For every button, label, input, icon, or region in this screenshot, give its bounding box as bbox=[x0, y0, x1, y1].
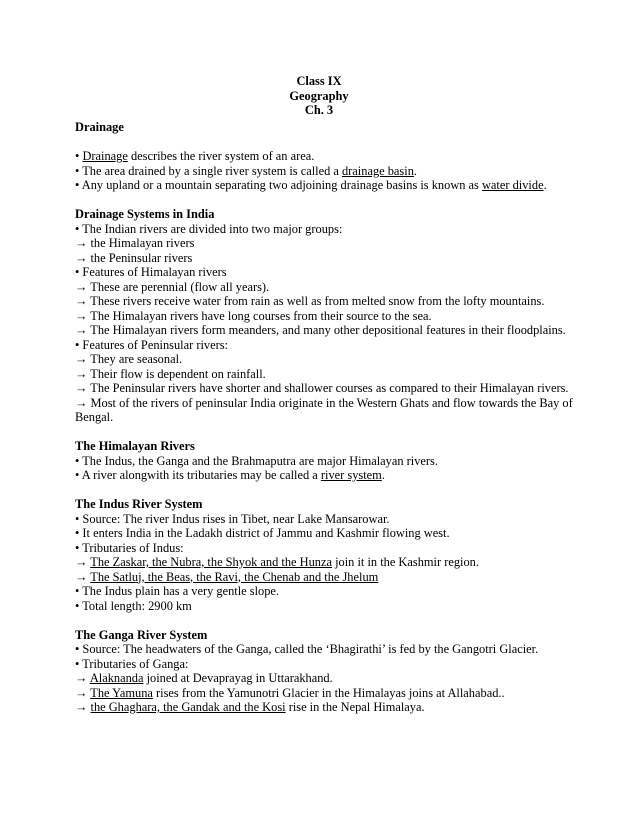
list-item: → These rivers receive water from rain as well as from melted snow from the lofty mountains. bbox=[75, 294, 545, 308]
list-item: • Features of Himalayan rivers bbox=[75, 265, 227, 279]
chapter-label: Ch. 3 bbox=[304, 103, 334, 117]
term-drainage-basin: drainage basin bbox=[341, 163, 414, 178]
term-ghaghara-gandak-kosi: the Ghaghara, the Gandak and the Kosi bbox=[90, 700, 286, 714]
list-item: • Source: The river Indus rises in Tibet, near Lake Mansarowar. bbox=[75, 511, 390, 526]
list-item: • A river alongwith its tributaries may be called a river system. bbox=[75, 468, 385, 482]
list-item: • The Indian rivers are divided into two major groups: bbox=[75, 221, 343, 236]
list-item: → The Zaskar, the Nubra, the Shyok and the Hunza join it in the Kashmir region. bbox=[75, 555, 479, 569]
list-item: • Features of Peninsular rivers: bbox=[75, 337, 228, 352]
list-item: • Tributaries of Ganga: bbox=[75, 656, 189, 671]
section-title-himalayan-rivers: The Himalayan Rivers bbox=[75, 439, 195, 453]
section-title-drainage-systems: Drainage Systems in India bbox=[75, 207, 215, 221]
class-label: Class IX bbox=[296, 74, 342, 88]
list-item: → the Peninsular rivers bbox=[75, 250, 193, 265]
list-item: • The Indus plain has a very gentle slope. bbox=[75, 584, 280, 598]
document-body bbox=[75, 120, 575, 715]
list-item: • Drainage describes the river system of an area. bbox=[75, 149, 315, 163]
list-item: → These are perennial (flow all years). bbox=[75, 279, 270, 294]
list-item: → The Peninsular rivers have shorter and shallower courses as compared to their Himalayan rivers. bbox=[75, 381, 569, 395]
term-river-system: river system bbox=[320, 468, 382, 482]
term-indus-tributaries-2: The Satluj, the Beas, the Ravi, the Chenab and the Jhelum bbox=[90, 569, 379, 584]
term-alaknanda: Alaknanda bbox=[89, 671, 144, 685]
section-title-drainage: Drainage bbox=[75, 120, 124, 134]
list-item: → They are seasonal. bbox=[75, 352, 183, 366]
list-item: → The Himalayan rivers form meanders, and many other depositional features in their floodplains. bbox=[75, 323, 566, 337]
list-item: • The area drained by a single river system is called a drainage basin. bbox=[75, 163, 417, 178]
document-header bbox=[0, 74, 638, 118]
section-title-indus: The Indus River System bbox=[75, 497, 203, 511]
term-drainage: Drainage bbox=[82, 149, 128, 163]
list-item: • It enters India in the Ladakh district of Jammu and Kashmir flowing west. bbox=[75, 526, 450, 540]
list-item: → The Himalayan rivers have long courses from their source to the sea. bbox=[75, 308, 432, 323]
term-water-divide: water divide bbox=[481, 178, 544, 192]
list-item: • Source: The headwaters of the Ganga, called the ‘Bhagirathi’ is fed by the Gangotri Glacier. bbox=[75, 642, 539, 656]
list-item: → Their flow is dependent on rainfall. bbox=[75, 366, 266, 381]
list-item: → Most of the rivers of peninsular India originate in the Western Ghats and flow towards the Bay of Bengal. bbox=[75, 395, 573, 424]
list-item: • The Indus, the Ganga and the Brahmaputra are major Himalayan rivers. bbox=[75, 453, 438, 468]
list-item: → Alaknanda joined at Devaprayag in Uttarakhand. bbox=[75, 671, 333, 685]
term-indus-tributaries-1: The Zaskar, the Nubra, the Shyok and the Hunza bbox=[90, 555, 332, 569]
list-item: • Total length: 2900 km bbox=[75, 598, 192, 613]
list-item: • Any upland or a mountain separating two adjoining drainage basins is known as water divide. bbox=[75, 178, 547, 192]
list-item: → the Ghaghara, the Gandak and the Kosi rise in the Nepal Himalaya. bbox=[75, 700, 425, 714]
list-item: → The Yamuna rises from the Yamunotri Glacier in the Himalayas joins at Allahabad.. bbox=[75, 685, 505, 700]
section-title-ganga: The Ganga River System bbox=[75, 627, 208, 642]
list-item: → the Himalayan rivers bbox=[75, 236, 195, 250]
subject-label: Geography bbox=[289, 88, 349, 103]
list-item: → The Satluj, the Beas, the Ravi, the Chenab and the Jhelum bbox=[75, 569, 379, 584]
list-item: • Tributaries of Indus: bbox=[75, 540, 184, 555]
term-yamuna: The Yamuna bbox=[90, 685, 153, 700]
